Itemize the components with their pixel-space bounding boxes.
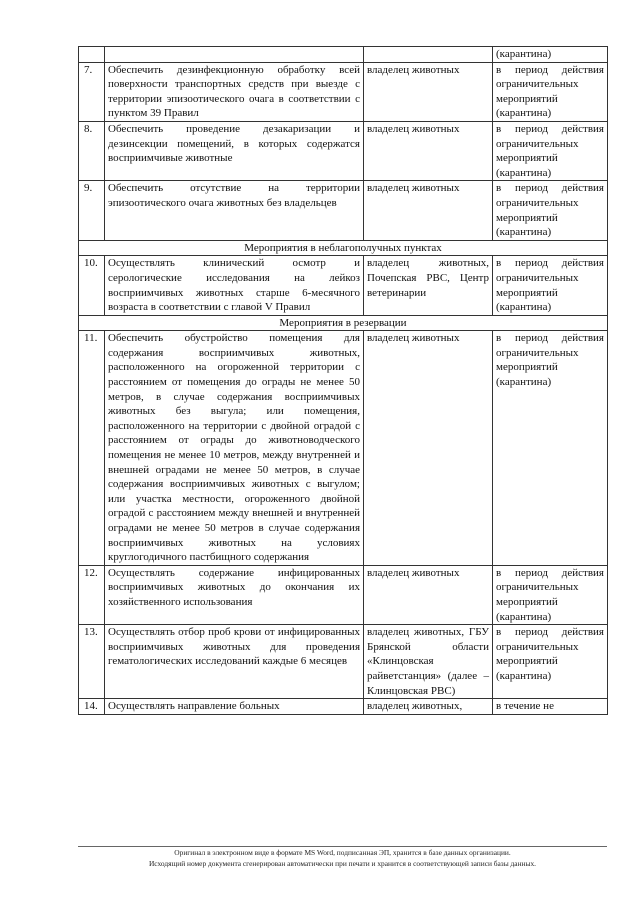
cell-action: Обеспечить дезинфекционную обработку всей поверхности транспортных средств при выезде с территории эпизоотического очага в соответствии с пунктом 39 Правил (105, 62, 364, 121)
cell-number: 11. (79, 331, 105, 566)
section-heading-row (79, 240, 608, 256)
cell-number (79, 47, 105, 63)
table-row (79, 331, 608, 566)
section-heading-outbreak-points: Мероприятия в неблагополучных пунктах (79, 240, 608, 256)
cell-action: Обеспечить отсутствие на территории эпизоотического очага животных без владельцев (105, 181, 364, 240)
cell-responsible: владелец животных (364, 181, 493, 240)
table-row (79, 256, 608, 315)
cell-responsible: владелец животных (364, 121, 493, 180)
cell-term: в период действия ограничительных мероприятий (карантина) (493, 181, 608, 240)
table-row (79, 181, 608, 240)
cell-term: в период действия ограничительных мероприятий (карантина) (493, 62, 608, 121)
document-footer (78, 848, 607, 869)
cell-responsible: владелец животных, (364, 699, 493, 715)
table-row (79, 625, 608, 699)
cell-responsible: владелец животных, ГБУ Брянской области «Клинцовская райветстанция» (далее – Клинцовская РВС) (364, 625, 493, 699)
footer-divider (78, 846, 607, 847)
cell-action (105, 47, 364, 63)
cell-number: 14. (79, 699, 105, 715)
cell-term: в течение не (493, 699, 608, 715)
cell-number: 9. (79, 181, 105, 240)
cell-term: в период действия ограничительных мероприятий (карантина) (493, 256, 608, 315)
table-row (79, 62, 608, 121)
cell-responsible: владелец животных (364, 565, 493, 624)
cell-responsible: владелец животных (364, 62, 493, 121)
cell-responsible (364, 47, 493, 63)
table-row (79, 565, 608, 624)
table-row-truncated (79, 699, 608, 715)
cell-number: 13. (79, 625, 105, 699)
cell-number: 12. (79, 565, 105, 624)
cell-number: 10. (79, 256, 105, 315)
footer-note-number: Исходящий номер документа сгенерирован автоматически при печати и хранится в соответствующей записи базы данных. (148, 858, 537, 868)
cell-action: Осуществлять клинический осмотр и серологические исследования на лейкоз восприимчивых животных старше 6-месячного возраста в соответствии с главой V Правил (105, 256, 364, 315)
table-row (79, 121, 608, 180)
cell-term: в период действия ограничительных мероприятий (карантина) (493, 625, 608, 699)
cell-action: Осуществлять содержание инфицированных восприимчивых животных до окончания их хозяйственного использования (105, 565, 364, 624)
cell-responsible: владелец животных (364, 331, 493, 566)
cell-responsible: владелец животных, Почепская РВС, Центр ветеринарии (364, 256, 493, 315)
cell-term: в период действия ограничительных мероприятий (карантина) (493, 331, 608, 566)
cell-action: Осуществлять направление больных (105, 699, 364, 715)
cell-number: 7. (79, 62, 105, 121)
table-row-continuation (79, 47, 608, 63)
cell-term: в период действия ограничительных мероприятий (карантина) (493, 121, 608, 180)
section-heading-row (79, 315, 608, 331)
cell-action: Обеспечить проведение дезакаризации и дезинсекции помещений, в которых содержатся восприимчивые животные (105, 121, 364, 180)
cell-number: 8. (79, 121, 105, 180)
cell-term: (карантина) (493, 47, 608, 63)
measures-table (78, 46, 608, 715)
cell-action: Осуществлять отбор проб крови от инфицированных восприимчивых животных для проведения гематологических исследований каждые 6 месяцев (105, 625, 364, 699)
footer-note-original: Оригинал в электронном виде в формате MS Word, подписанная ЭП, хранится в базе данных организации. (174, 848, 511, 857)
section-heading-reservation: Мероприятия в резервации (79, 315, 608, 331)
measures-table-container (78, 46, 607, 715)
cell-term: в период действия ограничительных мероприятий (карантина) (493, 565, 608, 624)
cell-action: Обеспечить обустройство помещения для содержания восприимчивых животных, расположенного на огороженной территории с расстоянием от помещения до ограды не менее 50 метров, в случае содержания восприимчивых животных без выгула; или помещения, расположенного на территории с двойной оградой с расстоянием от ограды до животноводческого помещения не менее 10 метров, между внутренней и внешней оградами не менее 50 метров, в случае содержания восприимчивых животных с выгулом; или участка местности, огороженного двойной оградой с расстоянием между внешней и внутренней оградами не менее 50 метров в случае содержания восприимчивых животных на условиях круглогодичного пастбищного содержания (105, 331, 364, 566)
